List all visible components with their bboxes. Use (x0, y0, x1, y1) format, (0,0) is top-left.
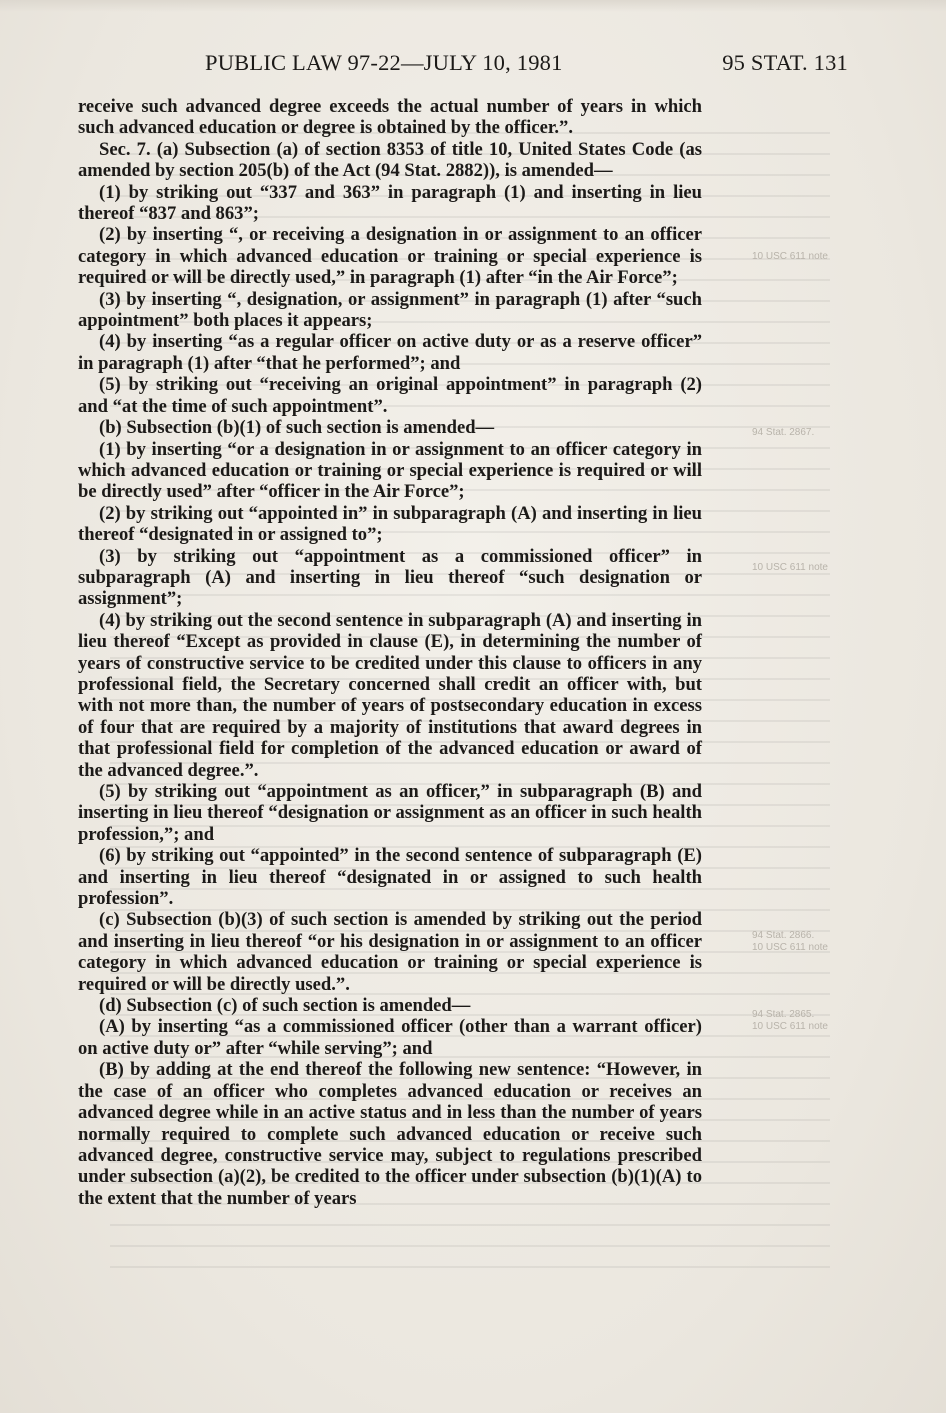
paragraph: (3) by inserting “, designation, or assignment” in paragraph (1) after “such appointment” both places it appears; (78, 288, 702, 332)
paragraph: receive such advanced degree exceeds the actual number of years in which such advanced education or degree is obtained by the officer.”. (78, 96, 702, 139)
margin-note: 10 USC 611 note (752, 942, 828, 953)
paragraph: (A) by inserting “as a commissioned officer (other than a warrant officer) on active duty or” after “while serving”; and (78, 1016, 702, 1059)
paragraph: (1) by striking out “337 and 363” in paragraph (1) and inserting in lieu thereof “837 and 863”; (78, 181, 702, 225)
paragraph: (3) by striking out “appointment as a commissioned officer” in subparagraph (A) and inserting in lieu thereof “such designation or assignment”; (78, 545, 702, 610)
paragraph-section-7: Sec. 7. (a) Subsection (a) of section 8353 of title 10, United States Code (as amended by section 205(b) of the Act (94 Stat. 2882)), is amended— (78, 138, 702, 182)
margin-note: 94 Stat. 2865. (752, 1009, 815, 1020)
margin-note: 10 USC 611 note (752, 562, 828, 573)
paragraph: (4) by inserting “as a regular officer on active duty or as a reserve officer” in paragraph (1) after “that he performed”; and (78, 331, 702, 374)
body-text (78, 96, 702, 1209)
margin-note: 10 USC 611 note (752, 1021, 828, 1032)
paragraph: (5) by striking out “receiving an original appointment” in paragraph (2) and “at the time of such appointment”. (78, 374, 702, 417)
paragraph: (4) by striking out the second sentence in subparagraph (A) and inserting in lieu thereof “Except as provided in clause (E), in determining the number of years of constructive service to be credited under this clause to officers in any professional field, the Secretary concerned shall credit an officer with, but with not more than, the number of years of postsecondary education in excess of four that are required by a majority of institutions that award degrees in that professional field for completion of the advanced education or award of the advanced degree.”. (78, 609, 702, 781)
paragraph: (2) by inserting “, or receiving a designation in or assignment to an officer category in which advanced education or training or special experience is required or will be directly used,” in paragraph (1) after “in the Air Force”; (78, 224, 702, 289)
margin-note: 94 Stat. 2867. (752, 427, 815, 438)
page-header (205, 50, 848, 82)
margin-note: 94 Stat. 2866. (752, 930, 815, 941)
margin-note: 10 USC 611 note (752, 251, 828, 262)
header-stat-page: 95 STAT. 131 (722, 50, 848, 75)
paragraph: (B) by adding at the end thereof the following new sentence: “However, in the case of an officer who completes advanced education or receives an advanced degree while in an active status and in less than the number of years normally required to complete such advanced education or receive such advanced degree, constructive service may, subject to regulations prescribed under subsection (a)(2), be credited to the officer under subsection (b)(1)(A) to the extent that the number of years (78, 1059, 702, 1209)
scan-edge (0, 0, 946, 12)
paragraph: (2) by striking out “appointed in” in subparagraph (A) and inserting in lieu thereof “designated in or assigned to”; (78, 502, 702, 546)
header-title: PUBLIC LAW 97-22—JULY 10, 1981 (205, 50, 563, 75)
paragraph: (d) Subsection (c) of such section is amended— (99, 995, 471, 1017)
paragraph: (6) by striking out “appointed” in the second sentence of subparagraph (E) and inserting in lieu thereof “designated in or assigned to such health profession”. (78, 845, 702, 910)
paragraph: (1) by inserting “or a designation in or assignment to an officer category in which advanced education or training or special experience is required or will be directly used” after “officer in the Air Force”; (78, 438, 702, 503)
paragraph: (5) by striking out “appointment as an officer,” in subparagraph (B) and inserting in lieu thereof “designation or assignment as an officer in such health profession,”; and (78, 781, 702, 845)
paragraph: (c) Subsection (b)(3) of such section is amended by striking out the period and inserting in lieu thereof “or his designation in or assignment to an officer category in which advanced education or training or special experience is required or will be directly used.”. (78, 909, 702, 995)
paragraph: (b) Subsection (b)(1) of such section is amended— (99, 417, 495, 439)
